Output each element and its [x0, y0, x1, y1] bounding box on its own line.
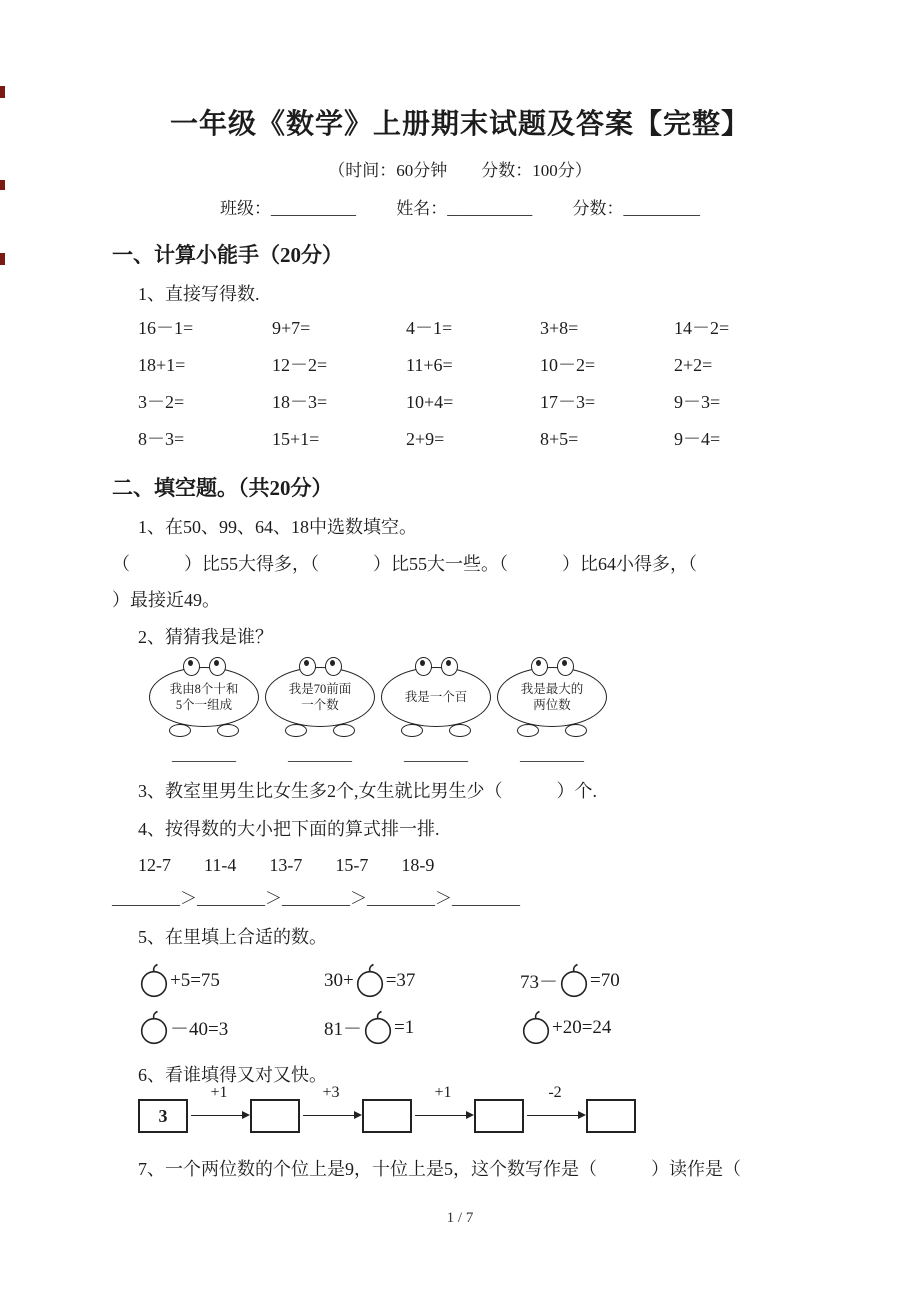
section1-subheading: 1、直接写得数. [138, 284, 260, 304]
equation-text: －40=3 [170, 1019, 229, 1040]
riddle-figures [149, 657, 808, 737]
class-label: 班级： [220, 199, 271, 218]
figure-speech-body [149, 667, 259, 727]
apple-equation [138, 1010, 324, 1045]
figure-feet-icon [401, 724, 471, 737]
page-title: 一年级《数学》上册期末试题及答案【完整】 [169, 109, 750, 140]
equation-text: 73－ [520, 972, 559, 993]
figure-text: 一个数 [301, 698, 339, 712]
figure-eyes-icon [299, 657, 342, 676]
figure-text: 我是70前面 [288, 681, 352, 696]
expression: 11-4 [204, 855, 237, 875]
name-blank: __________ [447, 199, 533, 218]
figure-text: 两位数 [533, 698, 571, 712]
figure-feet-icon [517, 724, 587, 737]
apple-icon [363, 1010, 393, 1045]
calc-problem: 17－3= [540, 392, 596, 412]
question-7: 7、一个两位数的个位上是9，十位上是5，这个数写作是（ ）读作是（ [138, 1159, 741, 1179]
figure-text: 我由8个十和 [169, 681, 239, 696]
equation-text: =1 [394, 1016, 415, 1038]
expression: 18-9 [401, 855, 435, 875]
calc-problem: 3+8= [540, 318, 579, 338]
question-1-blanks-line1: （ ）比55大得多，（ ）比55大一些。（ ）比64小得多，（ [112, 554, 697, 574]
calc-problem: 15+1= [272, 429, 320, 449]
margin-mark [0, 86, 5, 98]
calc-problem: 14－2= [674, 318, 730, 338]
cartoon-figure [381, 657, 491, 737]
apple-equation [520, 1010, 808, 1045]
apple-icon [139, 963, 169, 998]
operation-label: +1 [210, 1084, 228, 1101]
figure-eyes-icon [415, 657, 458, 676]
calc-problem: 9－4= [674, 429, 721, 449]
answer-blank: ________ [172, 747, 236, 764]
expression: 12-7 [138, 855, 171, 875]
figure-feet-icon [169, 724, 239, 737]
answer-blank: ________ [288, 747, 352, 764]
number-chain [138, 1084, 808, 1133]
section2-heading: 二、填空题。（共20分） [112, 476, 333, 500]
figure-eyes-icon [183, 657, 226, 676]
flow-empty-box [474, 1099, 524, 1133]
figure-speech-body [381, 667, 491, 727]
figure-eyes-icon [531, 657, 574, 676]
calc-problem: 3－2= [138, 392, 185, 412]
section1-heading: 一、计算小能手（20分） [112, 243, 343, 267]
question-6: 6、看谁填得又对又快。 [138, 1065, 327, 1085]
margin-mark [0, 180, 5, 190]
flow-empty-box [362, 1099, 412, 1133]
figure-text: 我是一个百 [404, 689, 468, 704]
riddle-answer-blanks [149, 747, 808, 765]
apple-icon [139, 1010, 169, 1045]
question-1-blanks-line2: ）最接近49。 [112, 590, 220, 610]
apple-equation [324, 963, 520, 998]
equation-text: =70 [590, 969, 620, 991]
calc-problem: 18－3= [272, 392, 328, 412]
flow-empty-box [586, 1099, 636, 1133]
cartoon-figure [497, 657, 607, 737]
question-4: 4、按得数的大小把下面的算式排一排. [138, 819, 440, 839]
apple-equation [520, 963, 808, 998]
calc-problem: 12－2= [272, 355, 328, 375]
cartoon-figure [149, 657, 259, 737]
sort-order-blanks: ________＞________＞________＞________＞________ [112, 889, 520, 908]
figure-feet-icon [285, 724, 355, 737]
arrow-right-icon [300, 1084, 362, 1131]
answer-blank: ________ [520, 747, 584, 764]
score-blank: _________ [623, 199, 700, 218]
arrow-right-icon [412, 1084, 474, 1131]
expression: 15-7 [335, 855, 369, 875]
calc-problem: 4－1= [406, 318, 453, 338]
answer-blank: ________ [404, 747, 468, 764]
class-field [220, 198, 356, 220]
cartoon-figure [265, 657, 375, 737]
calc-problem: 10+4= [406, 392, 454, 412]
calc-problem: 10－2= [540, 355, 596, 375]
score-field [573, 198, 701, 220]
calc-problem: 18+1= [138, 355, 186, 375]
student-info-row [112, 198, 808, 220]
apple-icon [521, 1010, 551, 1045]
question-3: 3、教室里男生比女生多2个,女生就比男生少（ ）个. [138, 781, 597, 801]
question-5: 5、在里填上合适的数。 [138, 927, 327, 947]
name-label: 姓名： [396, 199, 448, 218]
equation-text: =37 [385, 969, 416, 991]
figure-text: 我是最大的 [520, 681, 584, 696]
equation-text: 81－ [324, 1019, 363, 1040]
apple-icon [559, 963, 589, 998]
arrow-right-icon [524, 1084, 586, 1131]
operation-label: +1 [434, 1084, 452, 1101]
operation-label: -2 [548, 1084, 562, 1101]
equation-text: 30+ [324, 969, 354, 991]
calc-problem: 16－1= [138, 318, 194, 338]
calc-grid [138, 316, 808, 451]
sort-expressions [138, 853, 808, 877]
calc-problem: 2+9= [406, 429, 445, 449]
equation-text: +5=75 [170, 969, 220, 991]
apple-equations [138, 963, 808, 1045]
page-content [0, 106, 920, 1181]
exam-subtitle: （时间：60分钟 分数：100分） [328, 161, 592, 180]
figure-text: 5个一组成 [175, 698, 233, 712]
expression: 13-7 [269, 855, 303, 875]
calc-problem: 9+7= [272, 318, 311, 338]
question-1: 1、在50、99、64、18中选数填空。 [138, 517, 417, 537]
calc-problem: 11+6= [406, 355, 453, 375]
calc-problem: 2+2= [674, 355, 713, 375]
flow-empty-box [250, 1099, 300, 1133]
apple-equation [324, 1010, 520, 1045]
apple-icon [355, 963, 385, 998]
score-label: 分数： [572, 199, 624, 218]
flow-start-box: 3 [138, 1099, 188, 1133]
question-2: 2、猜猜我是谁？ [138, 627, 273, 647]
arrow-right-icon [188, 1084, 250, 1131]
calc-problem: 8+5= [540, 429, 579, 449]
margin-mark [0, 253, 5, 265]
figure-speech-body [265, 667, 375, 727]
page-number: 1 / 7 [446, 1210, 474, 1226]
name-field [396, 198, 532, 220]
apple-equation [138, 963, 324, 998]
figure-speech-body [497, 667, 607, 727]
calc-problem: 8－3= [138, 429, 185, 449]
operation-label: +3 [322, 1084, 340, 1101]
class-blank: __________ [271, 199, 356, 218]
equation-text: +20=24 [552, 1016, 612, 1038]
calc-problem: 9－3= [674, 392, 721, 412]
